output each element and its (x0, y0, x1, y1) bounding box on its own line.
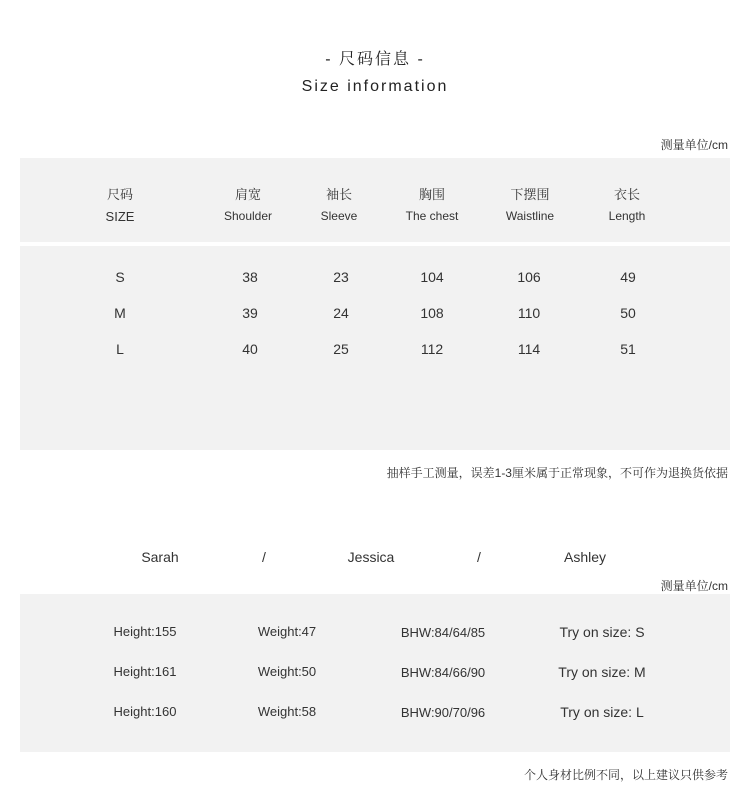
table-cell: 40 (242, 341, 258, 357)
model-height: Height:160 (113, 704, 177, 719)
header-chest (377, 184, 487, 223)
size-table-header (20, 158, 730, 242)
table-cell: 106 (517, 269, 541, 285)
table-cell: S (115, 269, 125, 285)
model-separator: / (262, 549, 266, 565)
table-cell: 104 (420, 269, 444, 285)
table-cell: 108 (420, 305, 444, 321)
model-try-size: Try on size: M (558, 664, 646, 680)
header-length (572, 184, 682, 223)
model-try-size: Try on size: S (559, 624, 645, 640)
header-waistline-en: Waistline (505, 209, 555, 223)
model-bhw: BHW:90/70/96 (400, 705, 486, 720)
table-cell: 24 (333, 305, 349, 321)
header-waistline-cn: 下摆围 (510, 187, 550, 202)
header-size (65, 184, 175, 224)
table-cell: M (114, 305, 126, 321)
header-shoulder-en: Shoulder (223, 209, 273, 223)
model-weight: Weight:47 (257, 624, 317, 639)
model-name-jessica: Jessica (347, 549, 395, 565)
header-size-cn: 尺码 (106, 187, 133, 202)
header-length-en: Length (608, 209, 646, 223)
page-title-cn: - 尺码信息 - (325, 51, 425, 68)
model-height: Height:161 (113, 664, 177, 679)
table-cell: 38 (242, 269, 258, 285)
table-cell: 25 (333, 341, 349, 357)
size-unit-label: 测量单位/cm (660, 138, 728, 152)
model-weight: Weight:58 (257, 704, 317, 719)
table-cell: 112 (420, 341, 444, 357)
model-bhw: BHW:84/66/90 (400, 665, 486, 680)
table-cell: 23 (333, 269, 349, 285)
model-try-size: Try on size: L (560, 704, 644, 720)
table-cell: 50 (620, 305, 636, 321)
header-chest-cn: 胸围 (418, 187, 445, 202)
size-note: 抽样手工测量，误差1-3厘米属于正常现象，不可作为退换货依据 (386, 466, 728, 480)
table-cell: 114 (517, 341, 541, 357)
header-length-cn: 衣长 (613, 187, 640, 202)
table-cell: 110 (517, 305, 541, 321)
header-sleeve-cn: 袖长 (325, 187, 352, 202)
header-size-en: SIZE (105, 209, 135, 224)
size-table-body (20, 246, 730, 450)
table-cell: 51 (620, 341, 636, 357)
model-weight: Weight:50 (257, 664, 317, 679)
table-cell: 39 (242, 305, 258, 321)
header-shoulder-cn: 肩宽 (234, 187, 261, 202)
model-name-sarah: Sarah (141, 549, 179, 565)
model-bhw: BHW:84/64/85 (400, 625, 486, 640)
table-cell: L (116, 341, 124, 357)
model-table (20, 594, 730, 752)
model-separator: / (477, 549, 481, 565)
model-unit-label: 测量单位/cm (660, 579, 728, 593)
table-cell: 49 (620, 269, 636, 285)
page-title-en: Size information (301, 78, 449, 95)
model-note: 个人身材比例不同，以上建议只供参考 (523, 768, 728, 782)
header-chest-en: The chest (405, 209, 459, 223)
header-sleeve-en: Sleeve (320, 209, 358, 223)
header-waistline (475, 184, 585, 223)
model-height: Height:155 (113, 624, 177, 639)
model-name-ashley: Ashley (563, 549, 607, 565)
